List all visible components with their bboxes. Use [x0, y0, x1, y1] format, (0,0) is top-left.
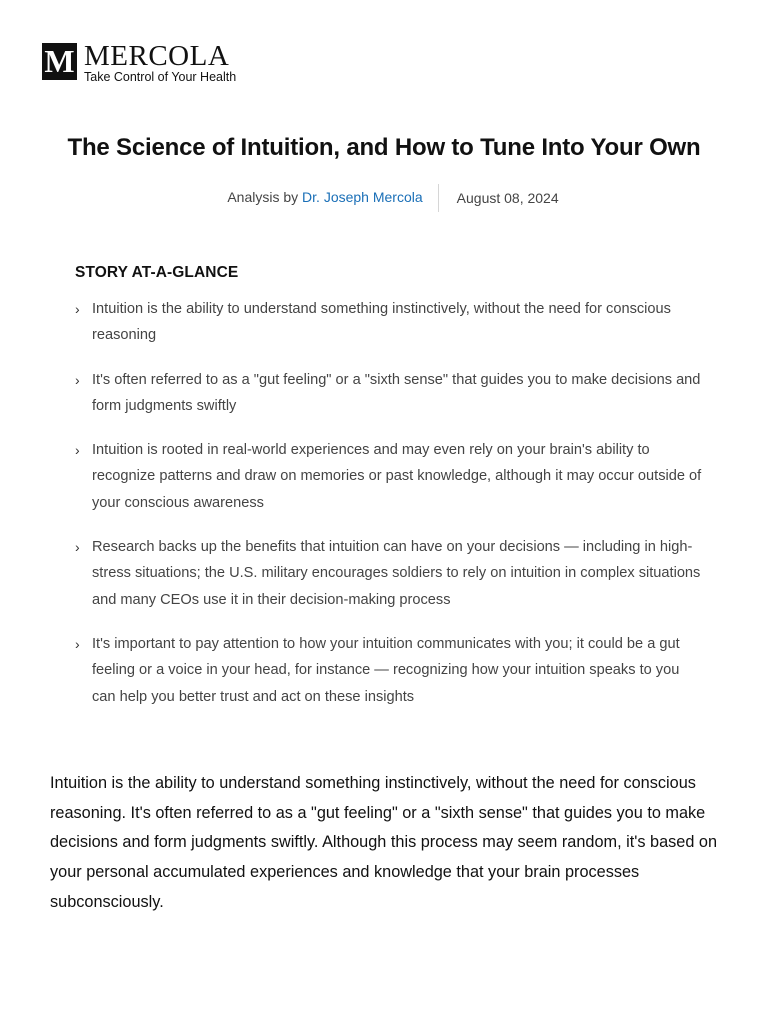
glance-item-text: Research backs up the benefits that intuition can have on your decisions — including in high-stress situations; the U.S. military encourages soldiers to rely on intuition in complex situations and many CEOs use it in their decision-making process [92, 539, 701, 608]
glance-list [75, 296, 705, 710]
chevron-right-icon: › [75, 635, 80, 652]
byline-author [227, 184, 438, 212]
logo-mark: M [42, 43, 77, 80]
story-at-a-glance [75, 264, 705, 728]
site-logo[interactable] [42, 40, 237, 84]
byline-prefix: Analysis by [227, 189, 299, 205]
glance-heading: STORY AT-A-GLANCE [75, 264, 239, 281]
author-link[interactable]: Dr. Joseph Mercola [302, 189, 423, 205]
logo-name: MERCOLA [84, 40, 230, 72]
byline [0, 184, 768, 212]
chevron-right-icon: › [75, 442, 80, 459]
chevron-right-icon: › [75, 371, 80, 388]
publish-date: August 08, 2024 [456, 190, 559, 206]
glance-item [75, 296, 705, 349]
logo-tagline: Take Control of Your Health [84, 70, 237, 84]
logo-text [84, 40, 237, 84]
glance-item-text: It's important to pay attention to how your intuition communicates with you; it could be a gut feeling or a voice in your head, for instance — recognizing how your intuition speaks to you can help you better trust and act on these insights [92, 635, 680, 705]
glance-item-text: Intuition is the ability to understand something instinctively, without the need for conscious reasoning [92, 301, 671, 344]
glance-item [75, 631, 705, 710]
chevron-right-icon: › [75, 301, 80, 317]
glance-item-text: Intuition is rooted in real-world experiences and may even rely on your brain's ability to recognize patterns and draw on memories or past knowledge, although it may occur outside of your conscious awareness [92, 442, 702, 511]
glance-item [75, 534, 705, 613]
chevron-right-icon: › [75, 539, 80, 556]
glance-item-text: It's often referred to as a "gut feeling" or a "sixth sense" that guides you to make decisions and form judgments swiftly [92, 371, 701, 414]
article-body-paragraph: Intuition is the ability to understand something instinctively, without the need for conscious reasoning. It's often referred to as a "gut feeling" or a "sixth sense" that guides you to make decisions and form judgments swiftly. Although this process may seem random, it's based on your personal accumulated experiences and knowledge that your brain processes subconsciously. [50, 774, 718, 911]
article-title: The Science of Intuition, and How to Tune Into Your Own [67, 134, 701, 161]
glance-item [75, 437, 705, 516]
glance-item [75, 367, 705, 420]
